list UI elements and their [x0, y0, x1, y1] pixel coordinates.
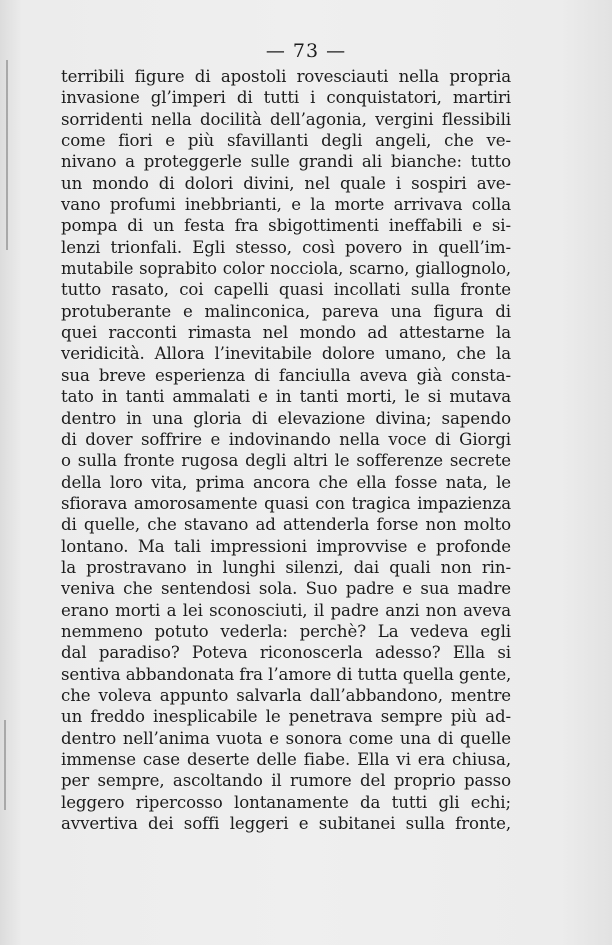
- text-line: sfiorava amorosamente quasi con tragica impazienza: [61, 493, 511, 513]
- text-line: tutto rasato, coi capelli quasi incollati sulla fronte: [61, 280, 511, 300]
- text-line: immense case deserte delle fiabe. Ella vi era chiusa,: [61, 750, 511, 769]
- text-line: terribili figure di apostoli rovesciauti nella propria: [61, 67, 511, 86]
- text-line: di dover soffrire e indovinando nella voce di Giorgi: [61, 429, 511, 449]
- text-line: o sulla fronte rugosa degli altri le sofferenze secrete: [61, 451, 511, 471]
- text-line: un freddo inesplicabile le penetrava sempre più ad-: [61, 707, 511, 727]
- text-line: nemmeno potuto vederla: perchè? La vedeva egli: [61, 621, 511, 641]
- text-line: veniva che sentendosi sola. Suo padre e sua madre: [61, 579, 511, 599]
- text-line: mutabile soprabito color nocciola, scarno, giallognolo,: [61, 259, 511, 279]
- text-line: per sempre, ascoltando il rumore del proprio passo: [61, 771, 511, 791]
- text-line: dentro nell’anima vuota e sonora come una di quelle: [61, 728, 511, 748]
- text-line: sua breve esperienza di fanciulla aveva già consta-: [61, 365, 511, 385]
- text-line: nivano a proteggerle sulle grandi ali bianche: tutto: [61, 152, 511, 172]
- text-line: protuberante e malinconica, pareva una figura di: [61, 301, 511, 321]
- text-line: di quelle, che stavano ad attenderla forse non molto: [61, 515, 511, 535]
- text-line: come fiori e più sfavillanti degli angeli, che ve-: [61, 131, 511, 151]
- text-line: della loro vita, prima ancora che ella fosse nata, le: [61, 472, 511, 492]
- text-line: avvertiva dei soffi leggeri e subitanei sulla fronte,: [61, 814, 511, 834]
- text-line: quei racconti rimasta nel mondo ad attestarne la: [61, 323, 511, 343]
- page-number: — 73 —: [265, 40, 347, 62]
- text-line: che voleva appunto salvarla dall’abbandono, mentre: [61, 685, 511, 705]
- text-line: la prostravano in lunghi silenzi, dai quali non rin-: [61, 557, 511, 577]
- text-line: dentro in una gloria di elevazione divina; sapendo: [61, 408, 511, 428]
- text-line: dal paradiso? Poteva riconoscerla adesso? Ella si: [61, 643, 511, 663]
- text-line: pompa di un festa fra sbigottimenti ineffabili e si-: [61, 216, 511, 236]
- text-line: tato in tanti ammalati e in tanti morti, le si mutava: [61, 387, 511, 407]
- text-line: sorridenti nella docilità dell’agonia, vergini flessibili: [61, 109, 511, 129]
- text-line: lenzi trionfali. Egli stesso, così povero in quell’im-: [61, 237, 511, 257]
- text-line: vano profumi inebbrianti, e la morte arrivava colla: [61, 195, 511, 215]
- text-line: veridicità. Allora l’inevitabile dolore umano, che la: [61, 344, 511, 364]
- text-line: leggero ripercosso lontanamente da tutti gli echi;: [61, 792, 511, 812]
- binding-edge-mark: [6, 60, 8, 250]
- text-line: un mondo di dolori divini, nel quale i sospiri ave-: [61, 173, 511, 193]
- text-line: lontano. Ma tali impressioni improvvise e profonde: [61, 536, 511, 556]
- text-line: erano morti a lei sconosciuti, il padre anzi non aveva: [61, 600, 511, 620]
- body-text: [61, 66, 511, 834]
- text-line: invasione gl’imperi di tutti i conquistatori, martiri: [61, 88, 511, 108]
- binding-edge-mark: [4, 720, 6, 810]
- text-line: sentiva abbandonata fra l’amore di tutta quella gente,: [61, 664, 512, 684]
